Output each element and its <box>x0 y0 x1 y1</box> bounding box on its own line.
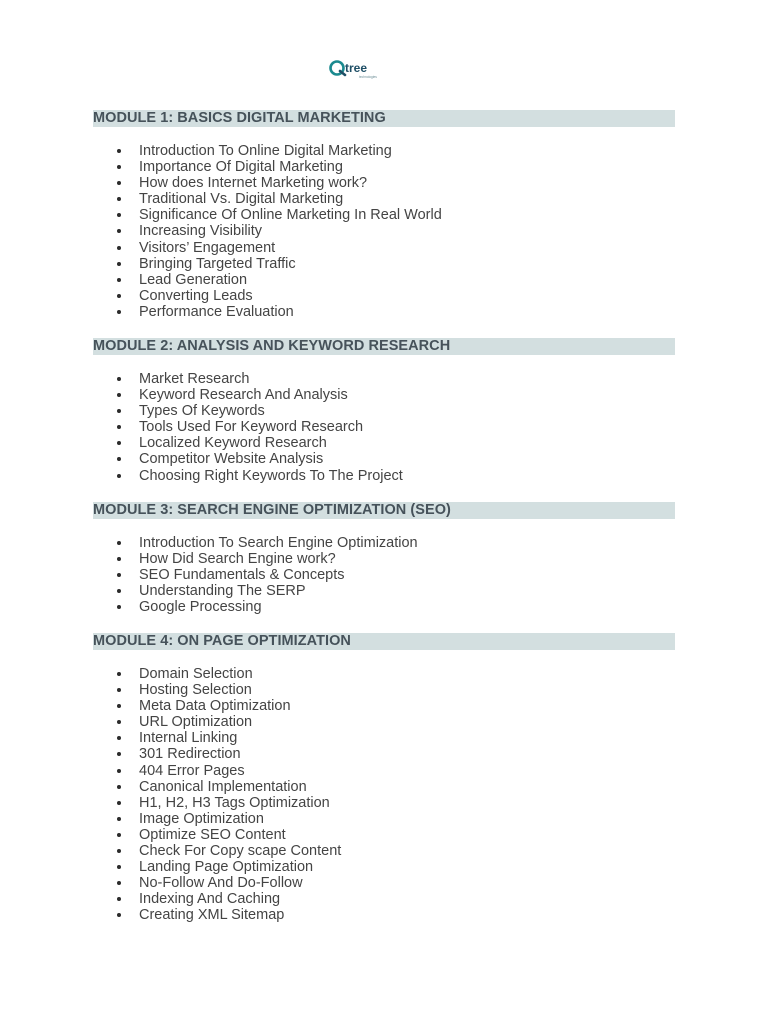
logo-wordmark: tree <box>345 61 368 75</box>
module-3 <box>93 502 675 615</box>
list-item: Domain Selection <box>93 666 675 682</box>
module-2-title: MODULE 2: ANALYSIS AND KEYWORD RESEARCH <box>93 338 675 355</box>
list-item: Converting Leads <box>93 288 675 304</box>
list-item: Market Research <box>93 371 675 387</box>
module-1-topic-list <box>93 143 675 320</box>
list-item: Google Processing <box>93 599 675 615</box>
module-3-title: MODULE 3: SEARCH ENGINE OPTIMIZATION (SEO) <box>93 502 675 519</box>
list-item: Understanding The SERP <box>93 583 675 599</box>
logo-tagline: technologies <box>359 75 377 79</box>
list-item: 404 Error Pages <box>93 763 675 779</box>
list-item: Keyword Research And Analysis <box>93 387 675 403</box>
qtree-logo-icon <box>328 57 390 81</box>
list-item: Hosting Selection <box>93 682 675 698</box>
module-1-title: MODULE 1: BASICS DIGITAL MARKETING <box>93 110 675 127</box>
list-item: Optimize SEO Content <box>93 827 675 843</box>
module-4-title: MODULE 4: ON PAGE OPTIMIZATION <box>93 633 675 650</box>
list-item: 301 Redirection <box>93 746 675 762</box>
module-4-topic-list <box>93 666 675 924</box>
list-item: Introduction To Online Digital Marketing <box>93 143 675 159</box>
list-item: Internal Linking <box>93 730 675 746</box>
list-item: Check For Copy scape Content <box>93 843 675 859</box>
list-item: H1, H2, H3 Tags Optimization <box>93 795 675 811</box>
list-item: Increasing Visibility <box>93 223 675 239</box>
list-item: How does Internet Marketing work? <box>93 175 675 191</box>
list-item: Image Optimization <box>93 811 675 827</box>
list-item: Introduction To Search Engine Optimization <box>93 535 675 551</box>
list-item: Traditional Vs. Digital Marketing <box>93 191 675 207</box>
list-item: Meta Data Optimization <box>93 698 675 714</box>
list-item: Significance Of Online Marketing In Real World <box>93 207 675 223</box>
list-item: Canonical Implementation <box>93 779 675 795</box>
list-item: URL Optimization <box>93 714 675 730</box>
list-item: Bringing Targeted Traffic <box>93 256 675 272</box>
module-2 <box>93 338 675 484</box>
list-item: Performance Evaluation <box>93 304 675 320</box>
list-item: SEO Fundamentals & Concepts <box>93 567 675 583</box>
list-item: Indexing And Caching <box>93 891 675 907</box>
list-item: No-Follow And Do-Follow <box>93 875 675 891</box>
module-2-topic-list <box>93 371 675 484</box>
list-item: How Did Search Engine work? <box>93 551 675 567</box>
list-item: Importance Of Digital Marketing <box>93 159 675 175</box>
module-4 <box>93 633 675 924</box>
list-item: Lead Generation <box>93 272 675 288</box>
list-item: Types Of Keywords <box>93 403 675 419</box>
list-item: Creating XML Sitemap <box>93 907 675 923</box>
list-item: Visitors’ Engagement <box>93 240 675 256</box>
module-3-topic-list <box>93 535 675 615</box>
list-item: Localized Keyword Research <box>93 435 675 451</box>
list-item: Choosing Right Keywords To The Project <box>93 468 675 484</box>
module-1 <box>93 110 675 320</box>
list-item: Competitor Website Analysis <box>93 451 675 467</box>
list-item: Tools Used For Keyword Research <box>93 419 675 435</box>
list-item: Landing Page Optimization <box>93 859 675 875</box>
company-logo <box>312 46 406 92</box>
